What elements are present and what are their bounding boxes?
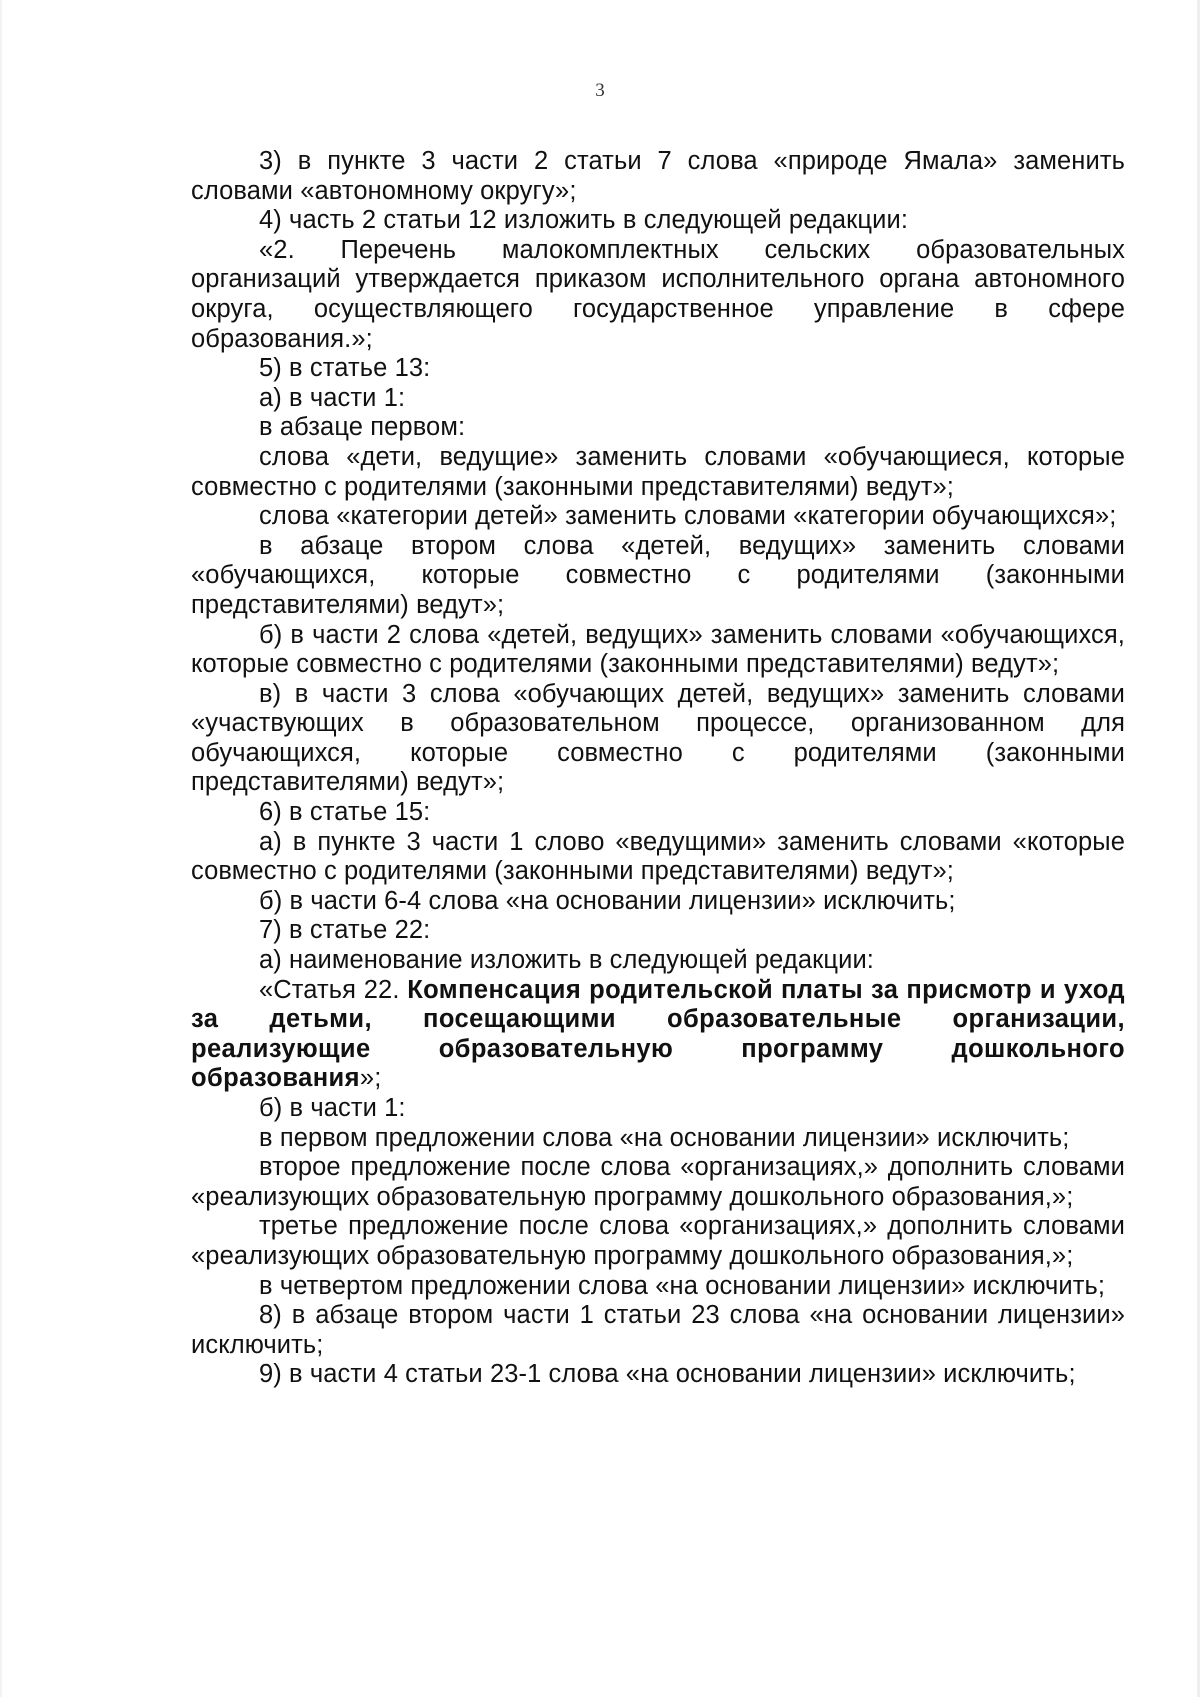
amendment-item-4: 4) часть 2 статьи 12 изложить в следующей редакции:: [259, 206, 908, 235]
document-body: [191, 147, 1125, 1390]
sentence-amendment: в первом предложении слова «на основании лицензии» исключить;: [259, 1123, 1070, 1152]
article-heading-tail: »;: [359, 1064, 382, 1093]
article-heading-quote: [191, 976, 1125, 1094]
scan-edge-left: [0, 0, 2, 1697]
sub-item-a: а) наименование изложить в следующей редакции:: [259, 946, 874, 975]
sentence-amendment: второе предложение после слова «организациях,» дополнить словами «реализующих образовательную программу дошкольного образования,»;: [191, 1153, 1125, 1211]
replacement-clause: слова «дети, ведущие» заменить словами «обучающиеся, которые совместно с родителями (законными представителями) ведут»;: [191, 442, 1125, 501]
sub-item-b: б) в части 6-4 слова «на основании лицензии» исключить;: [259, 886, 956, 915]
amendment-item-5: 5) в статье 13:: [259, 354, 431, 383]
replacement-clause: в абзаце втором слова «детей, ведущих» заменить словами «обучающихся, которые совместно с родителями (законными представителями) ведут»;: [191, 531, 1125, 619]
sub-item-v: в) в части 3 слова «обучающих детей, ведущих» заменить словами «участвующих в образовательном процессе, организованном для обучающихся, которые совместно с родителями (законными представителями) ведут»;: [191, 679, 1125, 797]
sub-item-b: б) в части 2 слова «детей, ведущих» заменить словами «обучающихся, которые совместно с родителями (законными представителями) ведут»;: [191, 620, 1125, 679]
replacement-clause: слова «категории детей» заменить словами «категории обучающихся»;: [259, 502, 1117, 531]
amendment-item-3: 3) в пункте 3 части 2 статьи 7 слова «природе Ямала» заменить словами «автономному округу»;: [191, 147, 1125, 205]
amendment-item-8: 8) в абзаце втором части 1 статьи 23 слова «на основании лицензии» исключить;: [191, 1301, 1125, 1359]
amendment-item-9: 9) в части 4 статьи 23-1 слова «на основании лицензии» исключить;: [259, 1360, 1076, 1389]
sub-item-a: а) в части 1:: [259, 383, 406, 412]
amendment-item-6: 6) в статье 15:: [259, 798, 431, 827]
quoted-new-text: «2. Перечень малокомплектных сельских образовательных организаций утверждается приказом исполнительного органа автономного округа, осуществляющего государственное управление в сфере образования.»;: [191, 235, 1125, 353]
sentence-amendment: в четвертом предложении слова «на основании лицензии» исключить;: [259, 1271, 1106, 1300]
sub-item-a: а) в пункте 3 части 1 слово «ведущими» заменить словами «которые совместно с родителями (законными представителями) ведут»;: [191, 827, 1125, 886]
amendment-item-7: 7) в статье 22:: [259, 916, 431, 945]
paragraph-ref: в абзаце первом:: [259, 413, 466, 442]
sub-item-b: б) в части 1:: [259, 1094, 406, 1122]
page-number: 3: [595, 80, 605, 101]
article-heading-lead: «Статья 22.: [259, 975, 408, 1004]
sentence-amendment: третье предложение после слова «организациях,» дополнить словами «реализующих образовательную программу дошкольного образования,»;: [191, 1212, 1125, 1270]
article-heading-bold: Компенсация родительской платы за присмотр и уход за детьми, посещающими образовательные организации, реализующие образовательную программу дошкольного образования: [191, 975, 1126, 1093]
